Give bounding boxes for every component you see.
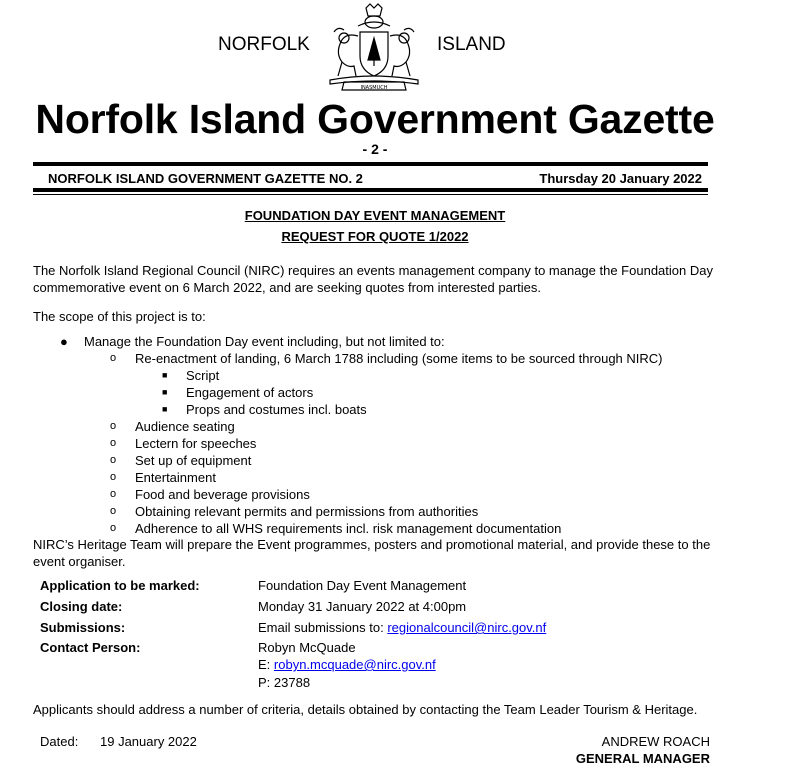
applicants-note: Applicants should address a number of criteria, details obtained by contacting the Team Leader Tourism & Heritage. [33,702,698,717]
application-value: Foundation Day Event Management [258,578,467,593]
sub-item-reenactment: Re-enactment of landing, 6 March 1788 including (some items to be sourced through NIRC) [135,351,663,366]
heritage-paragraph [33,536,723,570]
contact-phone: P: 23788 [258,675,311,690]
scope-intro: The scope of this project is to: [33,309,206,324]
dated-value: 19 January 2022 [100,734,197,749]
sub-bullet-marker: o [110,352,117,364]
signer-title: GENERAL MANAGER [575,751,710,766]
gazette-date: Thursday 20 January 2022 [539,171,702,186]
gazette-title: Norfolk Island Government Gazette [35,96,715,142]
contact-email-prefix: E: [258,657,274,672]
closing-date-value: Monday 31 January 2022 at 4:00pm [258,599,467,614]
sub-bullet-marker: o [110,471,117,483]
header-word-norfolk: NORFOLK [218,34,310,55]
svg-text:INASMUCH: INASMUCH [360,85,388,91]
intro-line-2: commemorative event on 6 March 2022, and are seeking quotes from interested parties. [33,280,541,295]
sub-item: Entertainment [135,470,216,485]
contact-email-row [258,657,436,672]
sub-bullet-marker: o [110,522,117,534]
subsub-item: Script [186,368,220,383]
sub-item: Obtaining relevant permits and permissions from authorities [135,504,479,519]
notice-heading-1: FOUNDATION DAY EVENT MANAGEMENT [244,208,506,223]
bottom-rule-thick [33,188,708,192]
intro-paragraph [33,262,723,296]
submissions-value [258,620,546,635]
coat-of-arms-crest [322,2,426,94]
subsub-item: Engagement of actors [186,385,314,400]
heritage-line-1: NIRC’s Heritage Team will prepare the Event programmes, posters and promotional material, and provide these to the [33,537,711,552]
contact-email-link[interactable]: robyn.mcquade@nirc.gov.nf [273,657,436,672]
square-bullet-marker: ■ [162,370,168,380]
header-word-island: ISLAND [437,34,506,55]
application-label: Application to be marked: [40,578,200,593]
sub-bullet-marker: o [110,437,117,449]
sub-item: Audience seating [135,419,235,434]
gazette-number: NORFOLK ISLAND GOVERNMENT GAZETTE NO. 2 [48,171,363,186]
submissions-label: Submissions: [40,620,126,635]
sub-item: Lectern for speeches [135,436,257,451]
submissions-email-link[interactable]: regionalcouncil@nirc.gov.nf [387,620,547,635]
scope-bullet: Manage the Foundation Day event including, but not limited to: [84,334,445,349]
sub-item: Food and beverage provisions [135,487,310,502]
heritage-line-2: event organiser. [33,554,126,569]
square-bullet-marker: ■ [162,404,168,414]
subsub-item: Props and costumes incl. boats [186,402,367,417]
submissions-prefix: Email submissions to: [258,620,388,635]
sub-bullet-marker: o [110,488,117,500]
sub-bullet-marker: o [110,454,117,466]
closing-date-label: Closing date: [40,599,123,614]
sub-item: Set up of equipment [135,453,252,468]
contact-name: Robyn McQuade [258,640,356,655]
page-number: - 2 - [362,141,388,157]
sub-bullet-marker: o [110,505,117,517]
dated-label: Dated: [40,734,79,749]
bullet-marker: ● [60,334,68,349]
intro-line-1: The Norfolk Island Regional Council (NIRC) requires an events management company to manage the Foundation Day [33,263,713,278]
bottom-rule-thin [33,194,708,195]
sub-item: Adherence to all WHS requirements incl. risk management documentation [135,521,562,536]
square-bullet-marker: ■ [162,387,168,397]
notice-heading-2: REQUEST FOR QUOTE 1/2022 [281,229,469,244]
top-rule [33,162,708,166]
contact-label: Contact Person: [40,640,141,655]
signer-name: ANDREW ROACH [601,734,710,749]
sub-bullet-marker: o [110,420,117,432]
